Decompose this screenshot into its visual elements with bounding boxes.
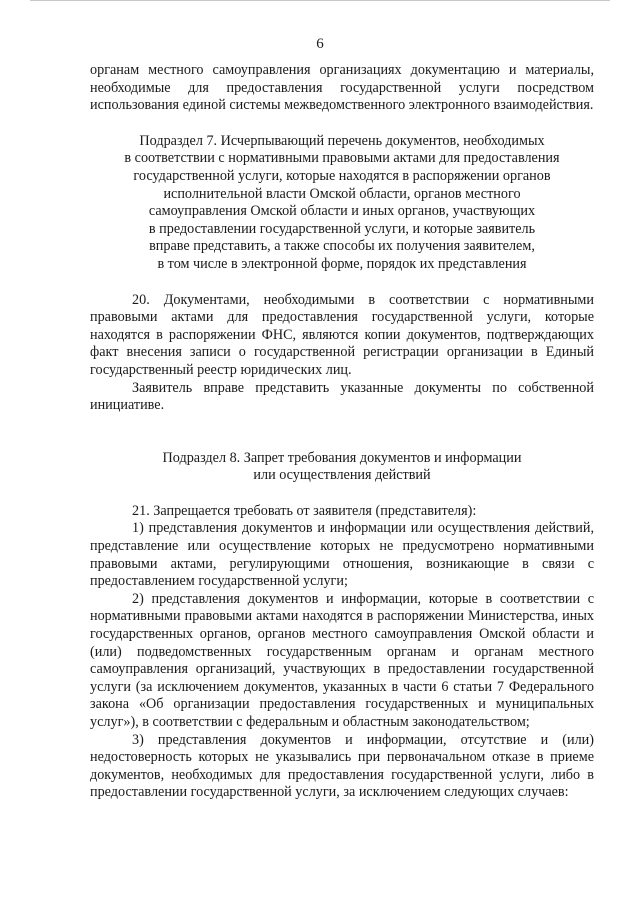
list-item-3: 3) представления документов и информации, отсутствие и (или) недостоверность которых не указывались при первоначальном отказе в приеме документов, необходимых для предоставления государственной услуги, либо в предоставлении государственной услуги, за исключением следующих случаев:	[90, 731, 594, 801]
heading-line: Подраздел 7. Исчерпывающий перечень документов, необходимых	[139, 132, 545, 149]
subsection-7-heading	[90, 133, 594, 274]
paragraph-continuation: органам местного самоуправления организациях документацию и материалы, необходимые для предоставления государственной услуги посредством использования единой системы межведомственного электронного взаимодействия.	[90, 62, 594, 114]
heading-line: Подраздел 8. Запрет требования документов и информации	[162, 449, 522, 466]
heading-line: государственной услуги, которые находятся в распоряжении органов	[133, 167, 551, 184]
document-body	[90, 62, 594, 802]
heading-line: исполнительной власти Омской области, органов местного	[163, 185, 521, 202]
page-top-edge	[30, 0, 610, 5]
paragraph-21: 21. Запрещается требовать от заявителя (представителя):	[132, 502, 477, 519]
heading-line: или осуществления действий	[253, 467, 431, 484]
heading-line: в соответствии с нормативными правовыми актами для предоставления	[124, 150, 560, 167]
paragraph-applicant-right: Заявитель вправе представить указанные документы по собственной инициативе.	[90, 379, 594, 414]
page-number: 6	[316, 36, 324, 52]
paragraph-20: 20. Документами, необходимыми в соответствии с нормативными правовыми актами для предоставления государственной услуги, которые находятся в распоряжении ФНС, являются копии документов, подтверждающих факт внесения записи о государственной регистрации организации в Единый государственный реестр юридических лиц.	[90, 291, 594, 378]
subsection-8-heading	[90, 450, 594, 485]
heading-line: самоуправления Омской области и иных органов, участвующих	[148, 203, 536, 220]
list-item-2: 2) представления документов и информации, которые в соответствии с нормативными правовыми актами находятся в распоряжении Министерства, иных государственных органов, органов местного самоуправления Омской области и (или) подведомственных государственным органам и органам местного самоуправления организаций, участвующих в предоставлении государственной услуги (за исключением документов, указанных в части 6 статьи 7 Федерального закона «Об организации предоставления государственных и муниципальных услуг»), в соответствии с федеральным и областным законодательством;	[90, 590, 594, 730]
heading-line: в предоставлении государственной услуги, и которые заявитель	[148, 220, 536, 237]
list-item-1: 1) представления документов и информации или осуществления действий, представление или осуществление которых не предусмотрено нормативными правовыми актами, регулирующими отношения, возникающие в связи с предоставлением государственной услуги;	[90, 520, 594, 590]
heading-line: в том числе в электронной форме, порядок их представления	[157, 255, 527, 272]
heading-line: вправе представить, а также способы их получения заявителем,	[149, 238, 535, 255]
